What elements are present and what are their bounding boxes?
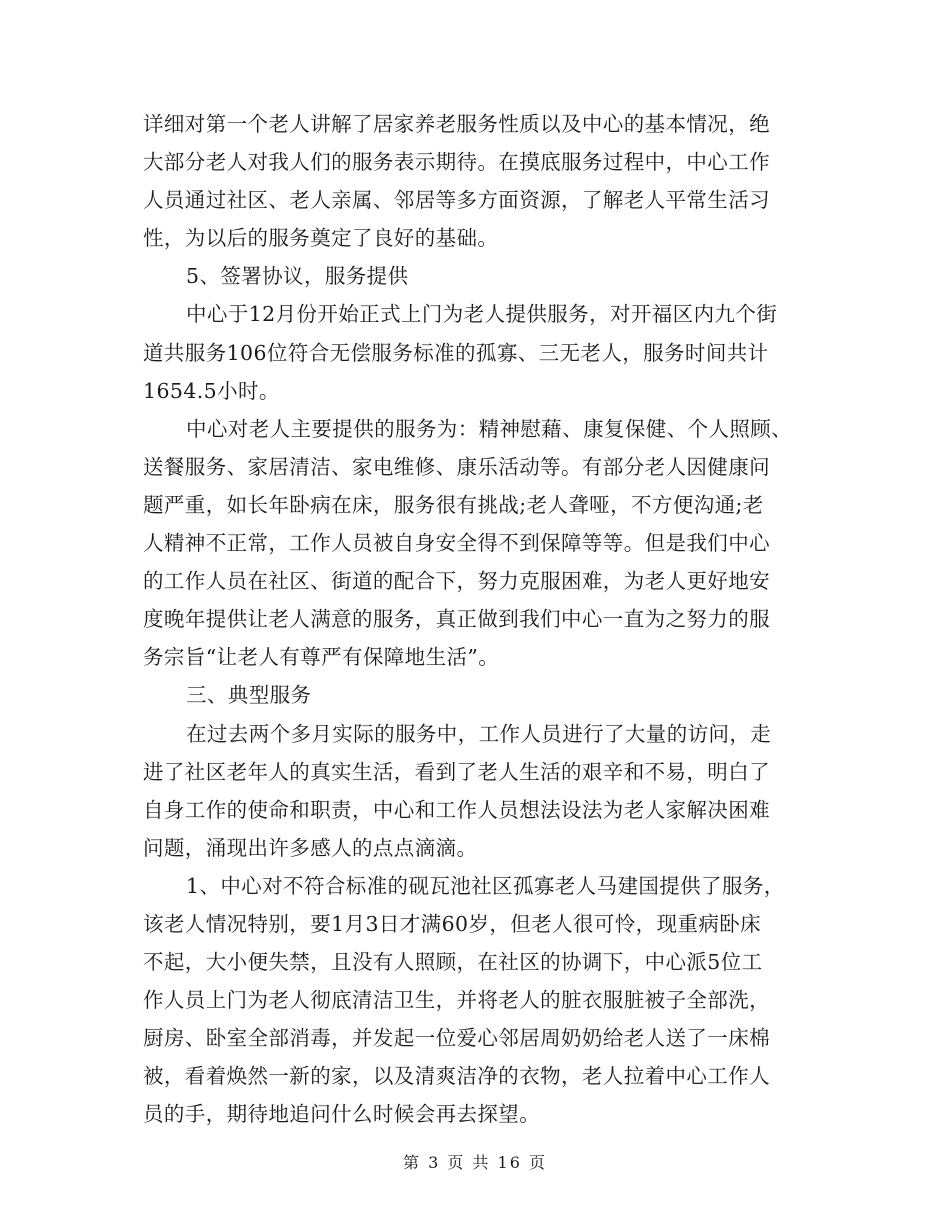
text-line: 的工作人员在社区、街道的配合下，努力克服困难，为老人更好地安: [143, 569, 770, 594]
page-footer: 第 3 页 共 16 页: [403, 1153, 547, 1172]
text-line: 5、签署协议，服务提供: [186, 264, 409, 289]
text-line: 中心于12月份开始正式上门为老人提供服务，对开福区内九个街: [186, 302, 778, 327]
text-line: 1、中心对不符合标准的砚瓦池社区孤寡老人马建国提供了服务，: [186, 873, 785, 898]
text-line: 1654.5小时。: [143, 378, 280, 403]
text-line: 三、典型服务: [186, 683, 312, 708]
text-line: 人精神不正常，工作人员被自身安全得不到保障等等。但是我们中心: [143, 531, 770, 556]
text-line: 不起，大小便失禁，且没有人照顾，在社区的协调下，中心派5位工: [143, 950, 763, 975]
text-line: 自身工作的使命和职责，中心和工作人员想法设法为老人家解决困难: [143, 797, 770, 822]
text-line: 厨房、卧室全部消毒，并发起一位爱心邻居周奶奶给老人送了一床棉: [143, 1026, 770, 1051]
text-line: 务宗旨“让老人有尊严有保障地生活”。: [143, 645, 500, 670]
text-line: 度晚年提供让老人满意的服务，真正做到我们中心一直为之努力的服: [143, 607, 770, 632]
text-line: 进了社区老年人的真实生活，看到了老人生活的艰辛和不易，明白了: [143, 759, 770, 784]
text-line: 中心对老人主要提供的服务为：精神慰藉、康复保健、个人照顾、: [186, 416, 793, 441]
text-line: 题严重，如长年卧病在床，服务很有挑战;老人聋哑，不方便沟通;老: [143, 492, 764, 517]
text-line: 大部分老人对我人们的服务表示期待。在摸底服务过程中，中心工作: [143, 150, 770, 175]
text-line: 问题，涌现出许多感人的点点滴滴。: [143, 835, 478, 860]
text-line: 作人员上门为老人彻底清洁卫生，并将老人的脏衣服脏被子全部洗，: [143, 988, 770, 1013]
text-line: 送餐服务、家居清洁、家电维修、康乐活动等。有部分老人因健康问: [143, 454, 770, 479]
document-body: [143, 105, 823, 1134]
text-line: 该老人情况特别，要1月3日才满60岁，但老人很可怜，现重病卧床: [143, 911, 762, 936]
text-line: 详细对第一个老人讲解了居家养老服务性质以及中心的基本情况，绝: [143, 112, 770, 136]
text-line: 性，为以后的服务奠定了良好的基础。: [143, 226, 499, 251]
text-line: 员的手，期待地追问什么时候会再去探望。: [143, 1102, 541, 1127]
text-line: 道共服务106位符合无偿服务标准的孤寡、三无老人，服务时间共计: [143, 340, 769, 365]
text-line: 被，看着焕然一新的家，以及清爽洁净的衣物，老人拉着中心工作人: [143, 1064, 770, 1089]
text-line: 在过去两个多月实际的服务中，工作人员进行了大量的访问，走: [186, 721, 772, 746]
text-line: 人员通过社区、老人亲属、邻居等多方面资源，了解老人平常生活习: [143, 188, 770, 213]
